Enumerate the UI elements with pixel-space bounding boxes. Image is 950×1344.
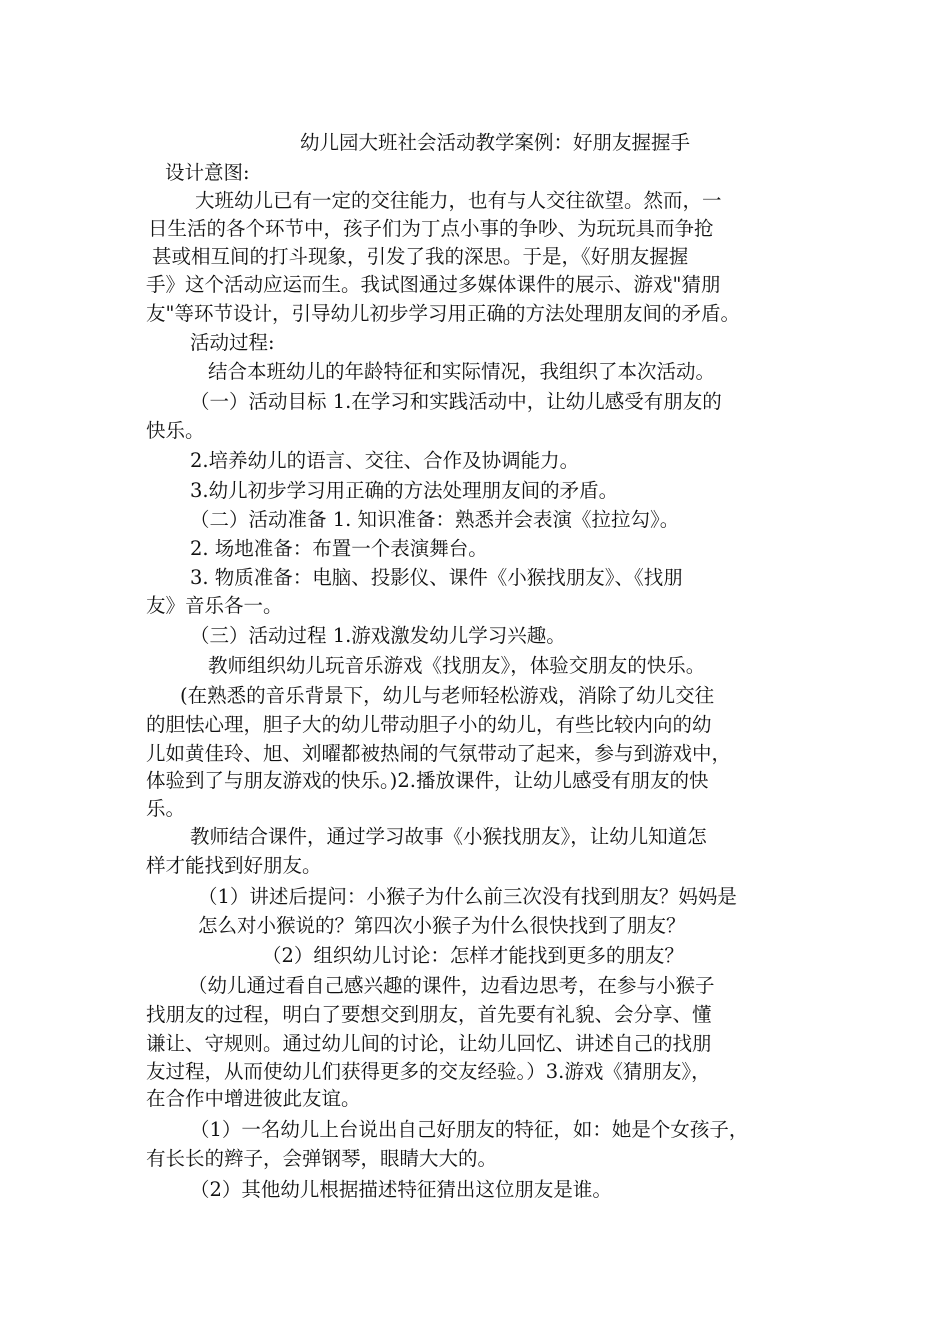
- text-line: （2）组织幼儿讨论：怎样才能找到更多的朋友？: [262, 944, 684, 967]
- text-line: 活动过程:: [190, 331, 275, 354]
- text-line: 有长长的辫子，会弹钢琴，眼睛大大的。: [146, 1147, 498, 1170]
- text-line: 在合作中增进彼此友谊。: [146, 1087, 361, 1110]
- text-line: 3. 物质准备：电脑、投影仪、课件《小猴找朋友》、《找朋: [190, 566, 683, 589]
- text-line: 大班幼儿已有一定的交往能力，也有与人交往欲望。然而，一: [195, 189, 722, 212]
- text-line: （2）其他幼儿根据描述特征猜出这位朋友是谁。: [190, 1178, 612, 1201]
- text-line: 快乐。: [146, 419, 205, 442]
- text-line: 儿如黄佳玲、旭、刘曜都被热闹的气氛带动了起来，参与到游戏中，: [146, 742, 732, 765]
- text-line: 2.培养幼儿的语言、交往、合作及协调能力。: [190, 449, 580, 472]
- text-line: 手》这个活动应运而生。我试图通过多媒体课件的展示、游戏"猜朋: [146, 273, 721, 296]
- text-line: （一）活动目标 1.在学习和实践活动中，让幼儿感受有朋友的: [190, 390, 722, 413]
- text-line: 的胆怯心理，胆子大的幼儿带动胆子小的幼儿，有些比较内向的幼: [146, 713, 712, 736]
- text-line: 教师组织幼儿玩音乐游戏《找朋友》，体验交朋友的快乐。: [208, 654, 706, 677]
- text-line: （1）一名幼儿上台说出自己好朋友的特征，如：她是个女孩子，: [190, 1118, 749, 1141]
- text-line: 设计意图:: [165, 161, 250, 184]
- text-line: 样才能找到好朋友。: [146, 854, 322, 877]
- text-line: 怎么对小猴说的？第四次小猴子为什么很快找到了朋友？: [198, 914, 686, 937]
- text-line: 结合本班幼儿的年龄特征和实际情况，我组织了本次活动。: [208, 360, 716, 383]
- text-line: 找朋友的过程，明白了要想交到朋友，首先要有礼貌、会分享、懂: [146, 1003, 712, 1026]
- text-line: 友"等环节设计，引导幼儿初步学习用正确的方法处理朋友间的矛盾。: [146, 302, 740, 325]
- text-line: 友过程，从而使幼儿们获得更多的交友经验。）3.游戏《猜朋友》，: [146, 1060, 711, 1083]
- text-line: 谦让、守规则。通过幼儿间的讨论，让幼儿回忆、讲述自己的找朋: [146, 1032, 712, 1055]
- text-line: 友》音乐各一。: [146, 594, 283, 617]
- text-line: 2. 场地准备：布置一个表演舞台。: [190, 537, 488, 560]
- text-line: 乐。: [146, 797, 186, 820]
- text-line: （二）活动准备 1. 知识准备：熟悉并会表演《拉拉勾》。: [190, 508, 680, 531]
- text-line: （三）活动过程 1.游戏激发幼儿学习兴趣。: [190, 624, 566, 647]
- text-line: 3.幼儿初步学习用正确的方法处理朋友间的矛盾。: [190, 479, 619, 502]
- text-line: 教师结合课件，通过学习故事《小猴找朋友》，让幼儿知道怎: [190, 825, 707, 848]
- text-line: (在熟悉的音乐背景下，幼儿与老师轻松游戏，消除了幼儿交往: [180, 684, 715, 707]
- text-line: （幼儿通过看自己感兴趣的课件，边看边思考，在参与小猴子: [188, 974, 715, 997]
- text-line: 体验到了与朋友游戏的快乐。)2.播放课件，让幼儿感受有朋友的快: [146, 769, 709, 792]
- document-title: 幼儿园大班社会活动教学案例：好朋友握握手: [300, 131, 691, 154]
- text-line: （1）讲述后提问：小猴子为什么前三次没有找到朋友？妈妈是: [198, 885, 737, 908]
- text-line: 日生活的各个环节中，孩子们为丁点小事的争吵、为玩玩具而争抢: [148, 217, 714, 240]
- text-line: 甚或相互间的打斗现象，引发了我的深思。于是，《好朋友握握: [152, 245, 689, 268]
